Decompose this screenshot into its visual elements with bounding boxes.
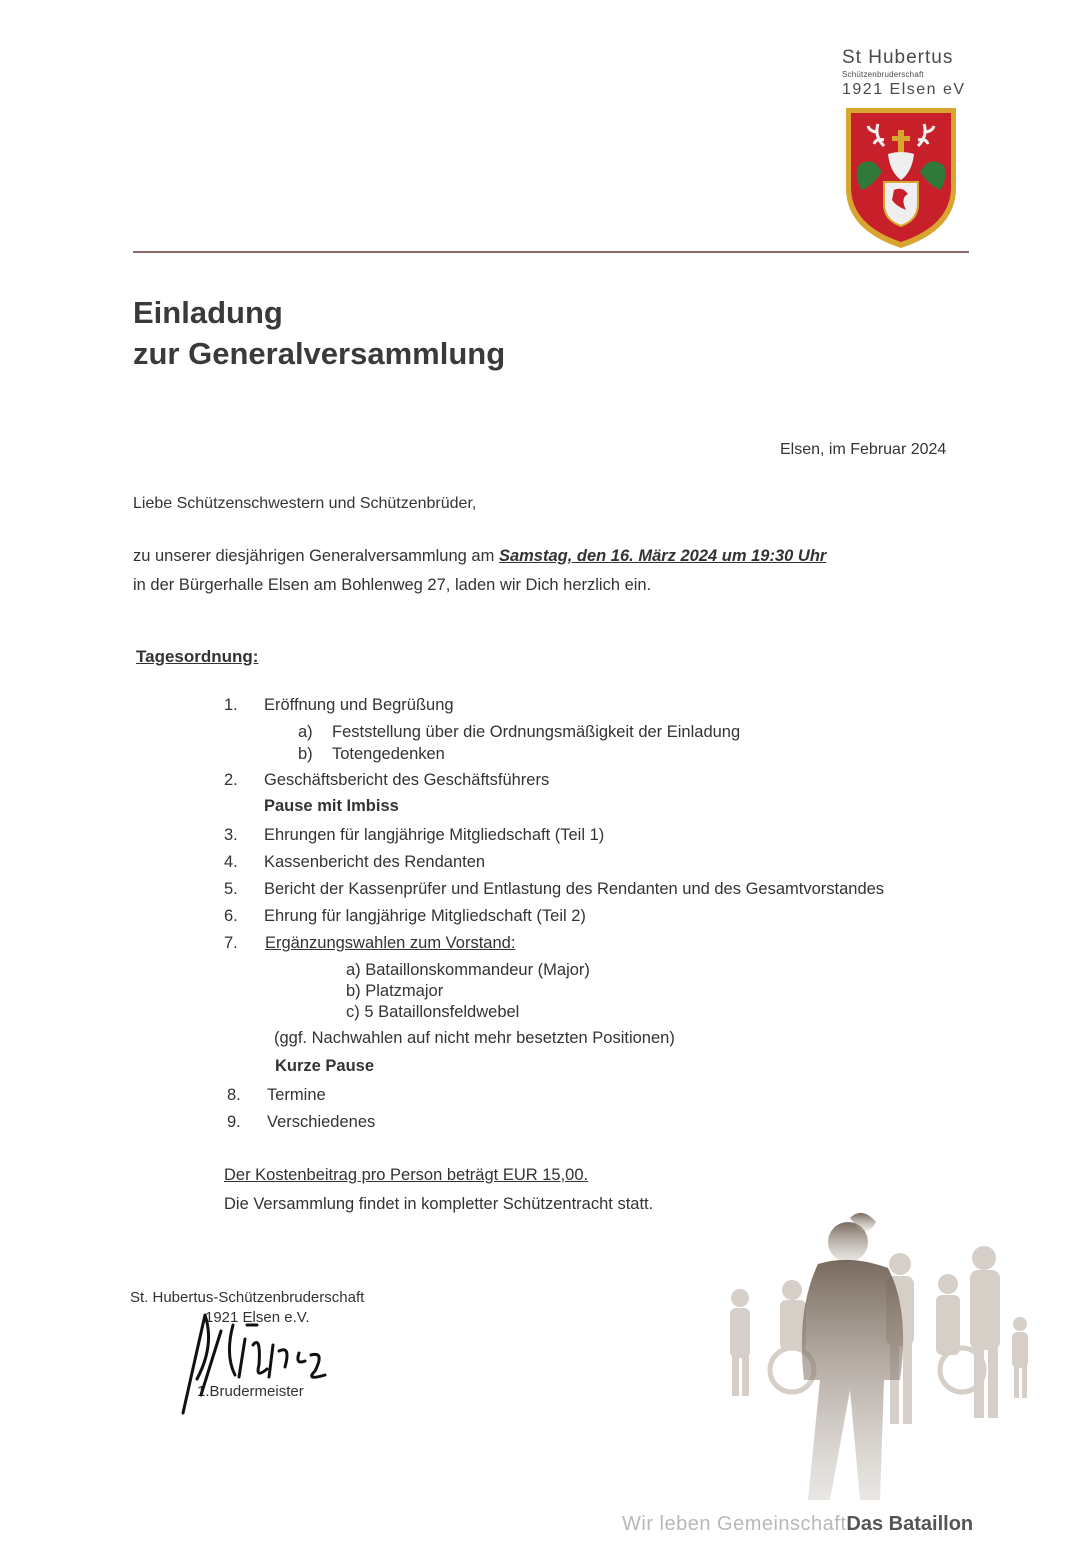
- cost-line: Der Kostenbeitrag pro Person beträgt EUR 15,00.: [224, 1166, 589, 1184]
- date-line: Elsen, im Februar 2024: [780, 441, 947, 458]
- item-text: Termine: [267, 1086, 326, 1104]
- pause-break: Pause mit Imbiss: [264, 797, 399, 815]
- pause-break: Kurze Pause: [275, 1057, 375, 1075]
- invitation-line1: [133, 542, 1013, 571]
- election-position: b) Platzmajor: [346, 982, 444, 1000]
- org-founding: 1921 Elsen eV: [842, 81, 966, 98]
- item-text: Ergänzungswahlen zum Vorstand:: [265, 934, 516, 952]
- org-name: St Hubertus: [842, 47, 954, 68]
- org-subtitle: Schützenbruderschaft: [842, 70, 924, 79]
- item-letter: b): [298, 745, 313, 763]
- title-line1: Einladung: [133, 295, 283, 330]
- item-text: Geschäftsbericht des Geschäftsführers: [264, 771, 550, 789]
- item-number: 3.: [224, 826, 238, 844]
- signature-org: St. Hubertus-Schützenbruderschaft: [130, 1289, 365, 1306]
- item-number: 1.: [224, 696, 238, 714]
- item-text: Ehrungen für langjährige Mitgliedschaft (Teil 1): [264, 826, 605, 844]
- item-number: 8.: [227, 1086, 241, 1104]
- invitation-line2: in der Bürgerhalle Elsen am Bohlenweg 27, laden wir Dich herzlich ein.: [133, 576, 652, 594]
- agenda-heading: Tagesordnung:: [136, 647, 259, 666]
- item-text: Ehrung für langjährige Mitgliedschaft (Teil 2): [264, 907, 586, 925]
- item-text: Verschiedenes: [267, 1113, 376, 1131]
- item-text: Eröffnung und Begrüßung: [264, 696, 454, 714]
- item-number: 5.: [224, 880, 238, 898]
- page-title: [133, 292, 505, 374]
- item-text: Bericht der Kassenprüfer und Entlastung des Rendanten und des Gesamtvorstandes: [264, 880, 885, 898]
- attire-line: Die Versammlung findet in kompletter Schützentracht statt.: [224, 1195, 654, 1213]
- election-position: c) 5 Bataillonsfeldwebel: [346, 1003, 520, 1021]
- salutation: Liebe Schützenschwestern und Schützenbrüder,: [133, 495, 477, 512]
- item-text: Kassenbericht des Rendanten: [264, 853, 486, 871]
- item-letter: a): [298, 723, 313, 741]
- item-text: Totengedenken: [332, 745, 445, 763]
- election-note: (ggf. Nachwahlen auf nicht mehr besetzten Positionen): [274, 1029, 675, 1047]
- item-number: 6.: [224, 907, 238, 925]
- org-header: [842, 47, 972, 100]
- item-number: 9.: [227, 1113, 241, 1131]
- crest-logo: [844, 106, 958, 250]
- election-position: a) Bataillonskommandeur (Major): [346, 961, 590, 979]
- header-divider: [133, 251, 969, 253]
- item-number: 7.: [224, 934, 238, 952]
- item-number: 4.: [224, 853, 238, 871]
- brand-text: Das Bataillon: [846, 1513, 974, 1535]
- title-line2: zur Generalversammlung: [133, 336, 506, 371]
- footer-slogan: [622, 1513, 973, 1536]
- invitation-paragraph: [133, 542, 1013, 600]
- item-text: Feststellung über die Ordnungsmäßigkeit der Einladung: [332, 723, 741, 741]
- invitation-text: zu unserer diesjährigen Generalversammlung am: [133, 547, 499, 565]
- item-number: 2.: [224, 771, 238, 789]
- signature-year: 1921 Elsen e.V.: [205, 1309, 310, 1326]
- signature-role: 1.Brudermeister: [197, 1383, 304, 1400]
- invitation-date: Samstag, den 16. März 2024 um 19:30 Uhr: [498, 547, 827, 565]
- community-silhouette-illustration: [700, 1200, 1060, 1510]
- slogan-text: Wir leben Gemeinschaft: [622, 1513, 847, 1535]
- handwritten-signature: [175, 1295, 350, 1415]
